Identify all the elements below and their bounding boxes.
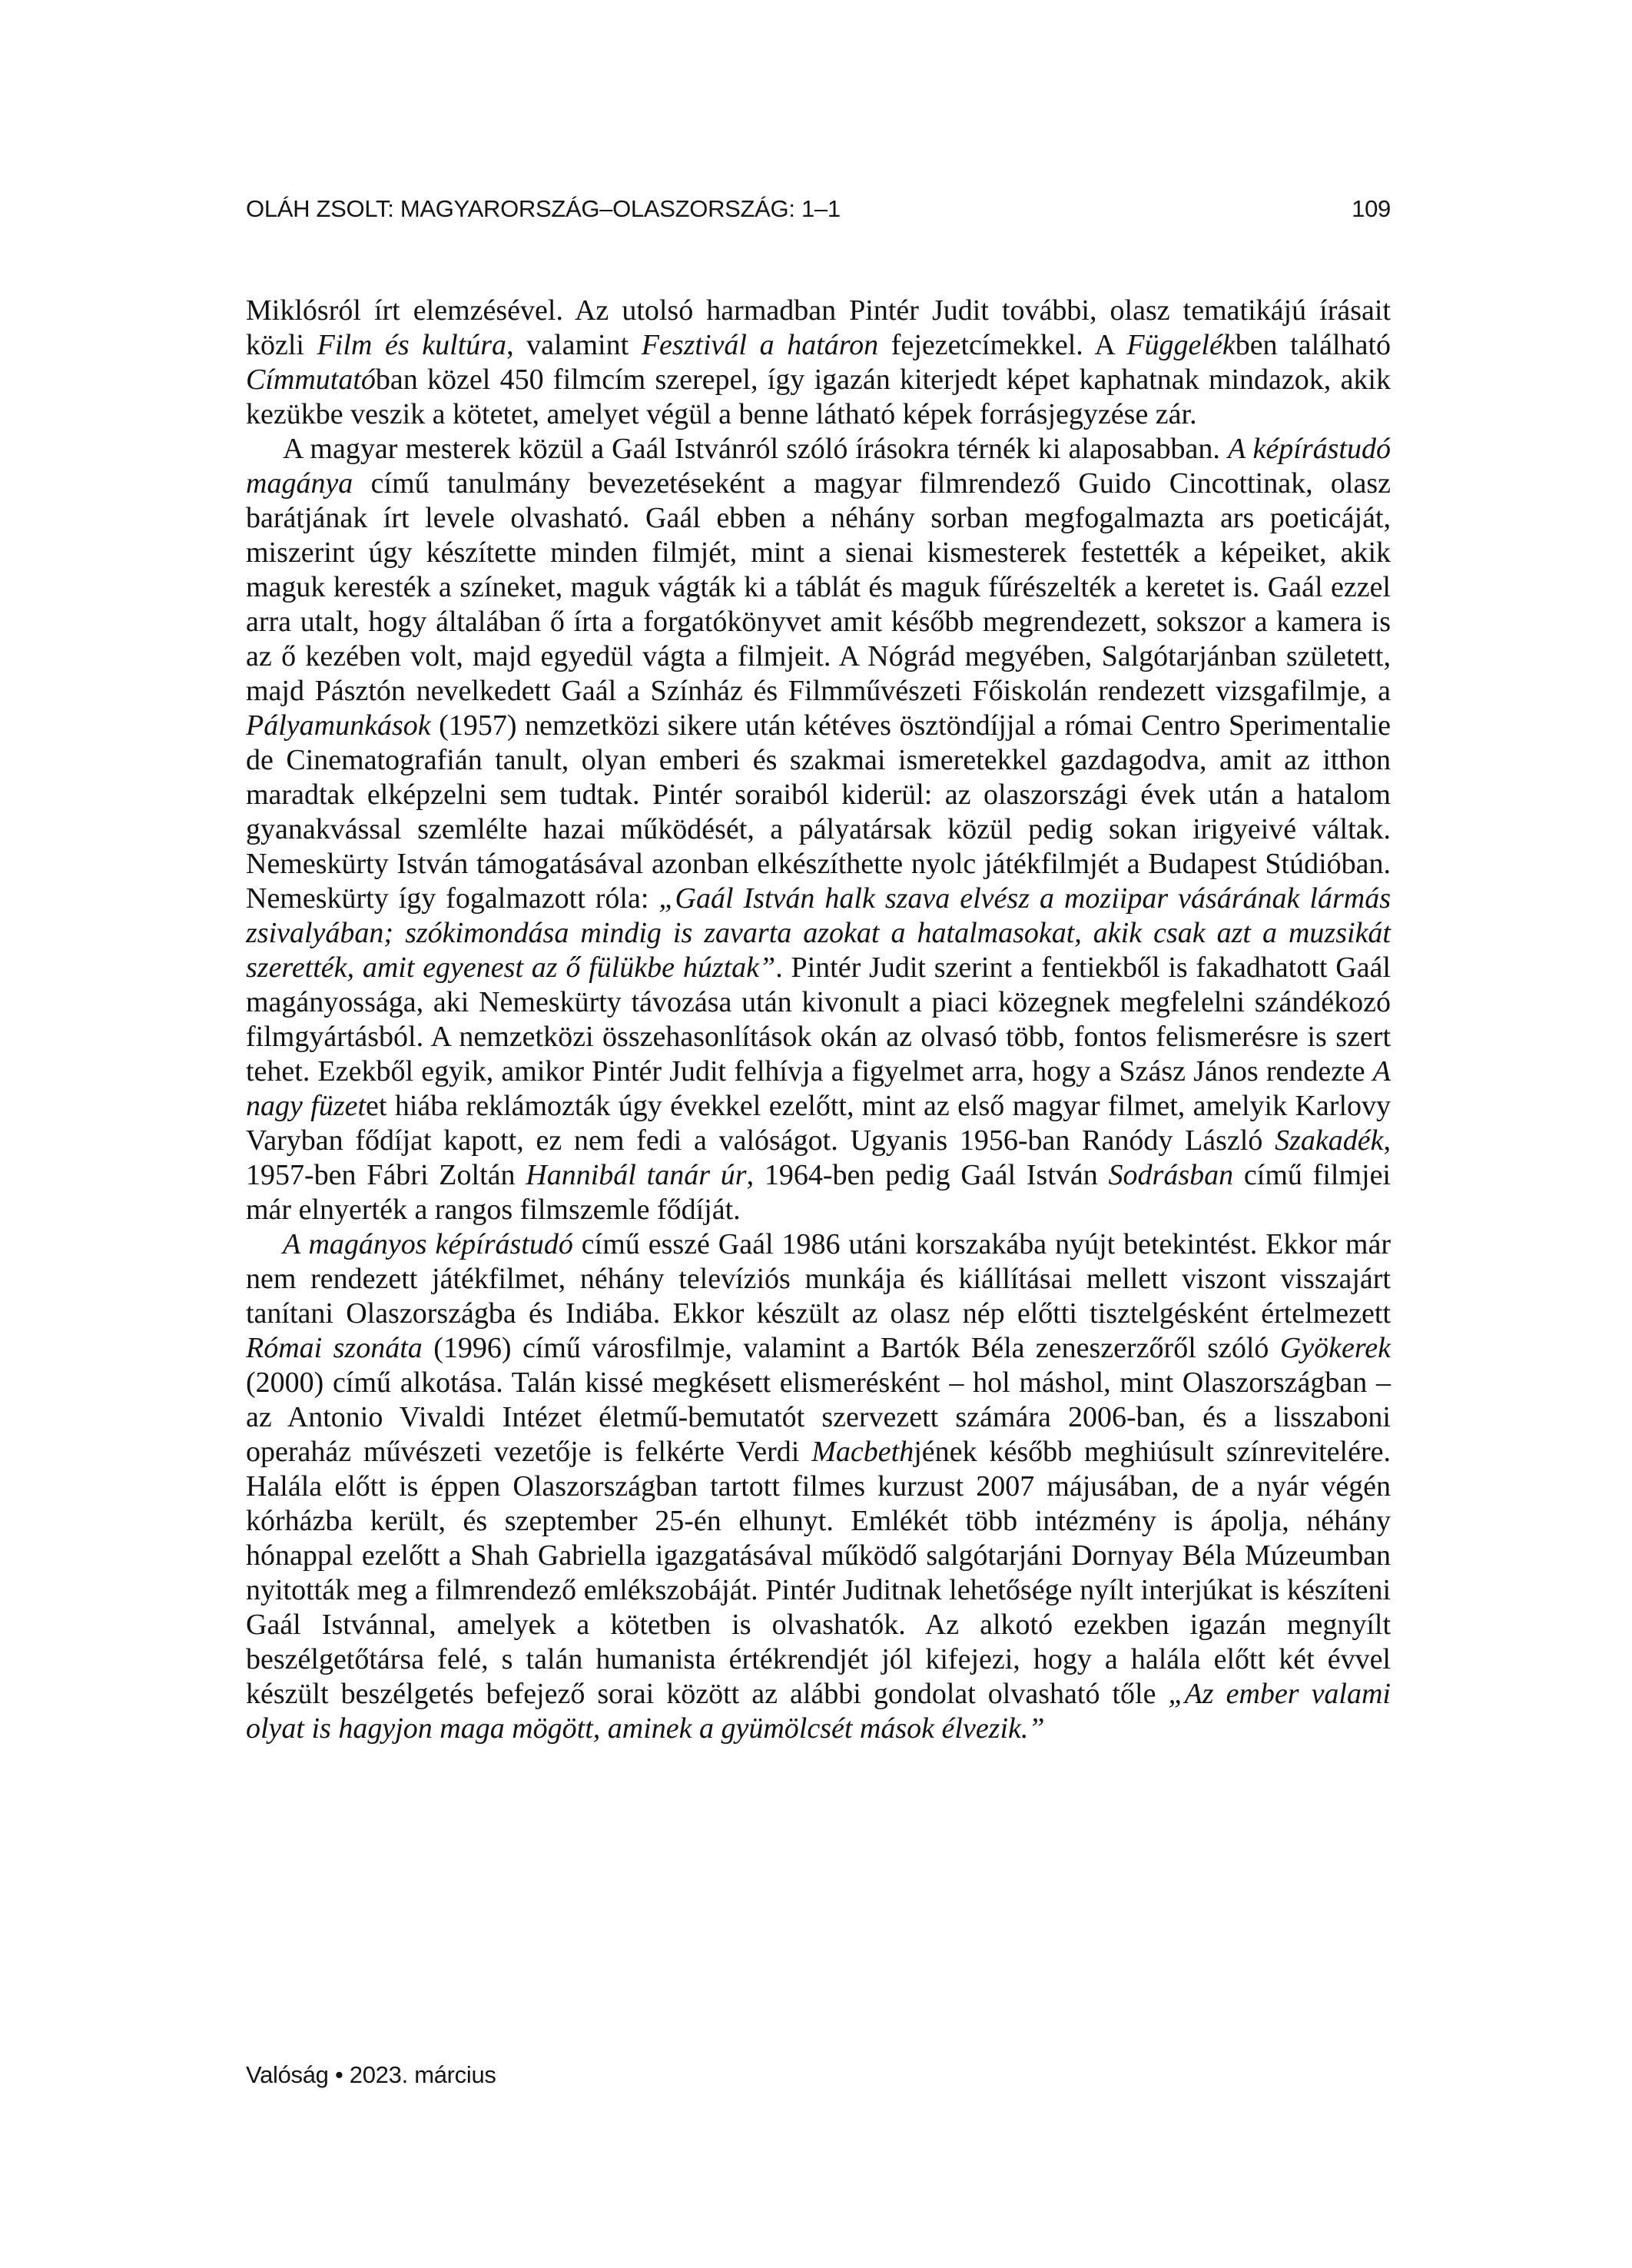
running-title: OLÁH ZSOLT: MAGYARORSZÁG–OLASZORSZÁG: 1–1 [246, 195, 841, 222]
text-run: című filmjei már elnyerték a rangos filmszemle fődíját. [246, 1159, 1391, 1226]
text-run: jének később meghiúsult színrevitelére. Halála előtt is éppen Olaszországban tartott filmes kurzust 2007 májusában, de a nyár végén kórházba került, és szeptember 25-én elhunyt. Emlékét több intézmény is ápolja, néhány hónappal ezelőtt a Shah Gabriella igazgatásával működő salgótarjáni Dornyay Béla Múzeumban nyitották meg a filmrendező emlékszobáját. Pintér Juditnak lehetősége nyílt interjúkat is készíteni Gaál Istvánnal, amelyek a kötetben is olvashatók. Az alkotó ezekben igazán megnyílt beszélgetőtársa felé, s talán humanista értékrendjét jól kifejezi, hogy a halála előtt két évvel készült beszélgetés befejező sorai között az alábbi gondolat olvasható tőle [246, 1436, 1391, 1710]
article-body [246, 294, 1391, 1746]
italic-text-run: Pályamunkások [246, 709, 431, 742]
italic-text-run: „Gaál István halk szava elvész a moziipar vásárának lármás zsivalyában; szókimondása mindig is zavarta azokat a hatalmasokat, akik csak azt a muzsikát szerették, amit egyenest az ő fülükbe húztak” [246, 882, 1391, 984]
italic-text-run: A nagy füzet [246, 1055, 1391, 1122]
page-number: 109 [1352, 195, 1391, 222]
running-header [246, 195, 1391, 223]
italic-text-run: A képírástudó magánya [246, 433, 1391, 500]
text-run: et hiába reklámozták úgy évekkel ezelőtt, mint az első magyar filmet, amelyik Karlovy Varyban fődíjat kapott, ez nem fedi a valóságot. Ugyanis 1956-ban Ranódy László [246, 1090, 1392, 1157]
text-run: ban közel 450 filmcím szerepel, így igazán kiterjedt képet kaphatnak mindazok, akik kezükbe veszik a kötetet, amelyet végül a benne látható képek forrásjegyzése zár. [246, 364, 1391, 430]
text-run: , 1964-ben pedig Gaál István [746, 1159, 1109, 1191]
italic-text-run: Macbeth [811, 1436, 914, 1468]
italic-text-run: Film és kultúra [317, 329, 507, 361]
paragraph [246, 1227, 1391, 1746]
text-run: . Pintér Judit szerint a fentiekből is fakadhatott Gaál magányossága, aki Nemeskürty távozása után kivonult a piaci közegnek megfelelni szándékozó filmgyártásból. A nemzetközi összehasonlítások okán az olvasó több, fontos felismerésre is szert tehet. Ezekből egyik, amikor Pintér Judit felhívja a figyelmet arra, hogy a Szász János rendezte [246, 951, 1391, 1088]
paragraph [246, 432, 1391, 1227]
italic-text-run: Címmutató [246, 364, 376, 396]
italic-text-run: A magányos képírástudó [283, 1228, 573, 1260]
text-run: című tanulmány bevezetéseként a magyar filmrendező Guido Cincottinak, olasz barátjának írt levele olvasható. Gaál ebben a néhány sorban megfogalmazta ars poeticáját, miszerint úgy készítette minden filmjét, mint a sienai kismesterek festették a képeiket, akik maguk keresték a színeket, maguk vágták ki a táblát és maguk fűrészelték a keretet is. Gaál ezzel arra utalt, hogy általában ő írta a forgatókönyvet amit később megrendezett, sokszor a kamera is az ő kezében volt, majd egyedül vágta a filmjeit. A Nógrád megyében, Salgótarjánban született, majd Pásztón nevelkedett Gaál a Színház és Filmművészeti Főiskolán rendezett vizsgafilmje, a [246, 467, 1391, 707]
italic-text-run: Szakadék [1275, 1124, 1384, 1157]
text-run: ben található [1235, 329, 1392, 361]
text-run: című esszé Gaál 1986 utáni korszakába nyújt betekintést. Ekkor már nem rendezett játékfilmet, néhány televíziós munkája és kiállításai mellett viszont visszajárt tanítani Olaszországba és Indiába. Ekkor készült az olasz nép előtti tisztelgésként értelmezett [246, 1228, 1391, 1330]
text-run: (1957) nemzetközi sikere után kétéves ösztöndíjjal a római Centro Sperimentalie de Cinematografián tanult, olyan emberi és szakmai ismeretekkel gazdagodva, amit az itthon maradtak elképzelni sem tudtak. Pintér soraiból kiderül: az olaszországi évek után a hatalom gyanakvással szemlélte hazai működését, a pályatársak közül pedig sokan irigyeivé váltak. Nemeskürty István támogatásával azonban elkészíthette nyolc játékfilmjét a Budapest Stúdióban. Nemeskürty így fogalmazott róla: [246, 709, 1391, 915]
text-run: A magyar mesterek közül a Gaál Istvánról szóló írásokra térnék ki alaposabban. [283, 433, 1228, 465]
text-run: (1996) című városfilmje, valamint a Bartók Béla zeneszerzőről szóló [422, 1332, 1280, 1364]
italic-text-run: Gyökerek [1279, 1332, 1391, 1364]
italic-text-run: Hannibál tanár úr [526, 1159, 747, 1191]
paragraph [246, 294, 1391, 432]
italic-text-run: Függelék [1126, 329, 1236, 361]
italic-text-run: Sodrásban [1108, 1159, 1234, 1191]
footer-journal-line: Valóság • 2023. március [246, 2061, 496, 2088]
page-footer [246, 2061, 496, 2089]
italic-text-run: Római szonáta [246, 1332, 423, 1364]
italic-text-run: Fesztivál a határon [641, 329, 879, 361]
text-run: , valamint [506, 329, 642, 361]
text-run: (2000) című alkotása. Talán kissé megkésett elismerésként – hol máshol, mint Olaszországban – az Antonio Vivaldi Intézet életmű-bemutatót szervezett számára 2006-ban, és a lisszaboni operaház művészeti vezetője is felkérte Verdi [246, 1366, 1391, 1468]
text-run: , 1957-ben Fábri Zoltán [246, 1124, 1391, 1191]
italic-text-run: „Az ember valami olyat is hagyjon maga mögött, aminek a gyümölcsét mások élvezik.” [246, 1678, 1391, 1745]
text-run: Miklósról írt elemzésével. Az utolsó harmadban Pintér Judit további, olasz tematikájú írásait közli [246, 294, 1391, 361]
text-run: fejezetcímekkel. A [878, 329, 1127, 361]
